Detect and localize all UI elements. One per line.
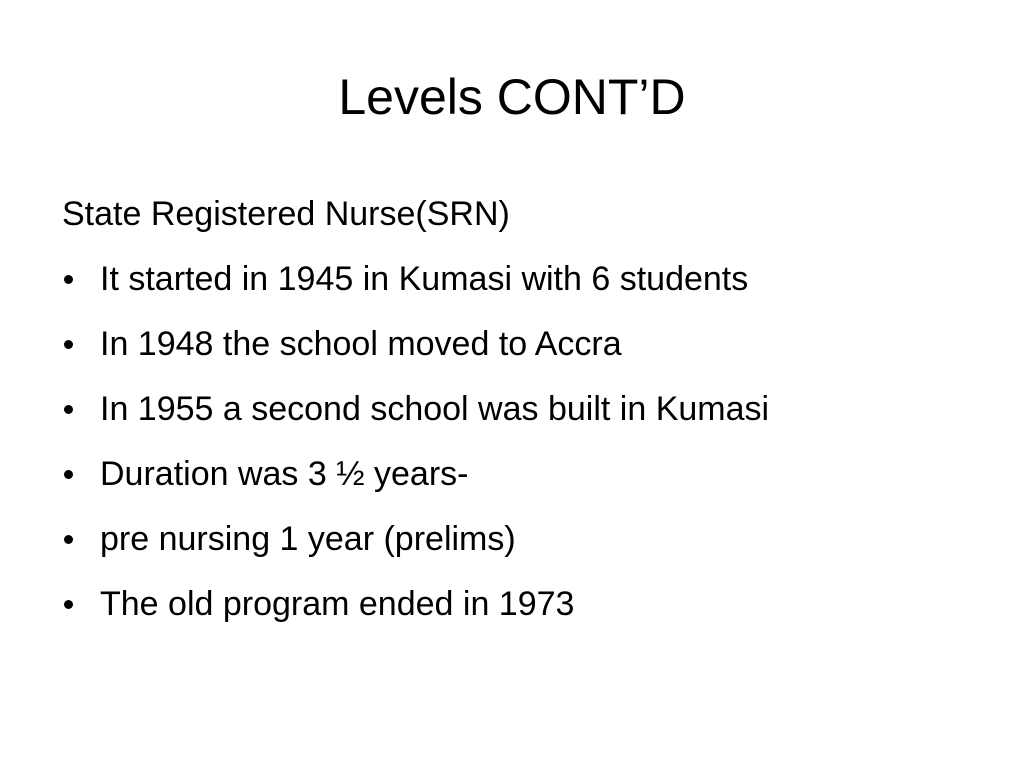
- slide-content: [62, 188, 962, 643]
- bullet-item: [62, 383, 962, 435]
- bullet-dot-icon: [64, 600, 73, 609]
- bullet-dot-icon: [64, 275, 73, 284]
- bullet-dot-icon: [64, 535, 73, 544]
- bullet-dot-icon: [64, 470, 73, 479]
- section-subheading: State Registered Nurse(SRN): [62, 195, 510, 233]
- bullet-text: In 1955 a second school was built in Kumasi: [100, 390, 770, 428]
- bullet-dot-icon: [64, 340, 73, 349]
- bullet-text: It started in 1945 in Kumasi with 6 students: [100, 260, 749, 298]
- bullet-item: [62, 253, 962, 305]
- bullet-text: The old program ended in 1973: [100, 585, 575, 623]
- bullet-list: [62, 253, 962, 630]
- bullet-text: Duration was 3 ½ years-: [100, 455, 469, 493]
- bullet-item: [62, 318, 962, 370]
- bullet-item: [62, 448, 962, 500]
- bullet-item: [62, 513, 962, 565]
- bullet-item: [62, 578, 962, 630]
- bullet-text: In 1948 the school moved to Accra: [100, 325, 622, 363]
- bullet-dot-icon: [64, 405, 73, 414]
- bullet-text: pre nursing 1 year (prelims): [100, 520, 516, 558]
- slide-title: Levels CONT’D: [338, 69, 686, 125]
